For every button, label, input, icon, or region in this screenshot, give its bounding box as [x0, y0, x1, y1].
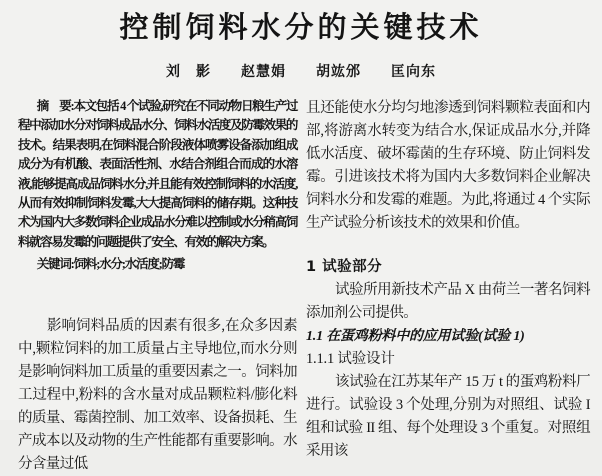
section-1-1-1-heading: 1.1.1 试验设计 — [306, 351, 395, 367]
keywords-text: 饲料;水分;水活度;防霉 — [73, 257, 185, 272]
keywords-label: 关键词: — [36, 257, 74, 272]
abstract-text: 本文包括 4 个试验,研究在不同动物日粮生产过程中添加水分对饲料成品水分、饲料水活度及防霉效果的技术。结果表明,在饲料混合阶段液体喷雾设备添加组成成分为有机酸、表面活性剂、水结合剂组合而成的水溶液,能够提高成品饲料水分,并且能有效控制饲料的水活度,从而有效抑制饲料发霉,大大提高饲料的储存期。这种技术为国内大多数饲料企业成品水分难以控制或水分稍高饲料就容易发霉的问题提供了安全、有效的解决方案。 — [18, 99, 297, 249]
abstract-label: 摘 要: — [36, 99, 74, 113]
paper-title: 控制饲料水分的关键技术 — [119, 10, 483, 44]
left-column — [18, 97, 297, 476]
author-line: 刘 影 赵慧娟 胡竑邠 匡向东 — [166, 65, 436, 80]
section-1-1-heading: 1.1 在蛋鸡粉料中的应用试验(试验 1) — [306, 329, 525, 344]
section-1-heading: 1 试验部分 — [306, 259, 383, 275]
section-1-intro-paragraph: 试验所用新技术产品 X 由荷兰一著名饲料添加剂公司提供。 — [306, 282, 590, 321]
intro-paragraph-left: 影响饲料品质的因素有很多,在众多因素中,颗粒饲料的加工质量占主导地位,而水分则是影响饲料加工质量的重要因素之一。饲料加工过程中,粉料的含水量对成品颗粒料/膨化料的质量、霉菌控制、加工效率、设备损耗、生产成本以及动物的生产性能都有重要影响。水分含量过低 — [18, 317, 297, 472]
keywords-line — [18, 255, 297, 274]
right-column — [306, 97, 590, 463]
abstract-paragraph — [18, 97, 297, 252]
intro-paragraph-continuation: 且还能使水分均匀地渗透到饲料颗粒表面和内部,将游离水转变为结合水,保证成品水分,并降低水活度、破坏霉菌的生存环境、防止饲料发霉。引进该技术将为国内大多数饲料企业解决饲料水分和发霉的难题。为此,将通过 4 个实际生产试验分析该技术的效果和价值。 — [306, 100, 590, 231]
trial-design-paragraph: 该试验在江苏某年产 15 万 t 的蛋鸡粉料厂进行。试验设 3 个处理,分别为对照组、试验 I 组和试验 II 组、每个处理设 3 个重复。对照组采用该 — [306, 374, 590, 459]
